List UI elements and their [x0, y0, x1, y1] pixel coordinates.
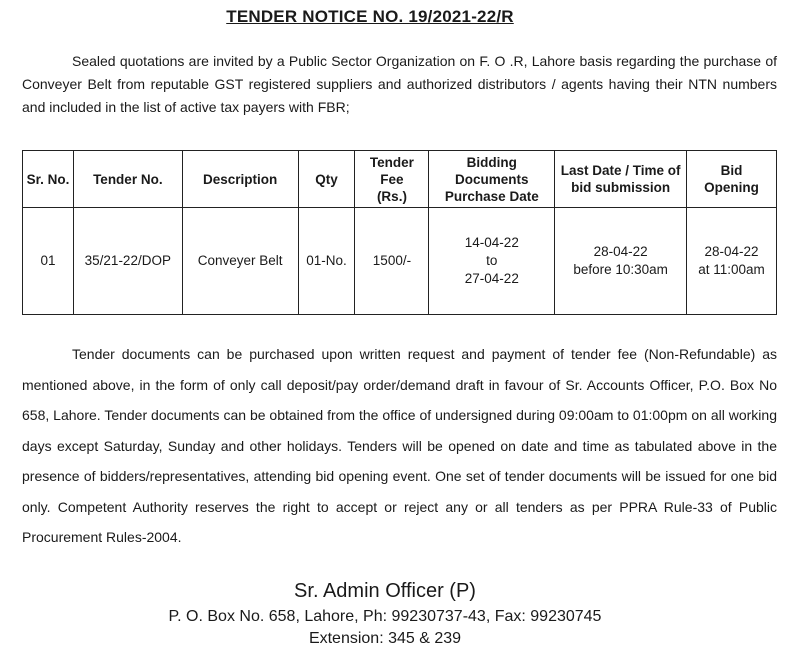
body-paragraph: Tender documents can be purchased upon written request and payment of tender fee (Non-Refundable) as mentioned above, in the form of only call deposit/pay order/demand draft in favour of Sr. Accounts Officer, P.O. Box No 658, Lahore. Tender documents can be obtained from the office of undersigned during 09:00am to 01:00pm on all working days except Saturday, Sunday and other holidays. Tenders will be opened on date and time as tabulated above in the presence of bidders/representatives, attending bid opening event. One set of tender documents will be issued for one bid only. Competent Authority reserves the right to accept or reject any or all tenders as per PPRA Rule-33 of Public Procurement Rules-2004. — [22, 346, 777, 545]
tender-table — [22, 150, 777, 315]
cell-purchase-date — [429, 208, 555, 315]
header-bidding-line2: Purchase Date — [444, 188, 539, 204]
cell-last-date — [555, 208, 687, 315]
purchase-to: 27-04-22 — [464, 271, 519, 286]
header-description: Description — [182, 151, 298, 208]
notice-title: TENDER NOTICE NO. 19/2021-22/R — [226, 7, 514, 26]
header-bid-open-line1: Bid — [720, 163, 743, 178]
header-bidding-line1: Bidding Documents — [455, 154, 529, 187]
header-fee-line2: (Rs.) — [376, 188, 407, 204]
header-tender-fee — [355, 151, 429, 208]
header-bid-open-line2: Opening — [704, 180, 759, 195]
header-tender-no: Tender No. — [73, 151, 182, 208]
cell-qty: 01-No. — [298, 208, 355, 315]
open-date: 28-04-22 — [704, 244, 759, 259]
cell-bid-opening — [687, 208, 777, 315]
last-time: before 10:30am — [573, 262, 668, 277]
header-last-date-line2: bid submission — [571, 180, 671, 195]
cell-tender-no: 35/21-22/DOP — [73, 208, 182, 315]
purchase-from: 14-04-22 — [464, 235, 519, 250]
purchase-to-word: to — [486, 253, 498, 268]
signatory-title: Sr. Admin Officer (P) — [294, 580, 476, 602]
header-bid-opening — [687, 151, 777, 208]
cell-fee: 1500/- — [355, 208, 429, 315]
signatory-extension: Extension: 345 & 239 — [308, 630, 462, 647]
cell-sr-no: 01 — [23, 208, 74, 315]
table-header-row — [23, 151, 777, 208]
intro-paragraph: Sealed quotations are invited by a Public Sector Organization on F. O .R, Lahore basis regarding the purchase of Conveyer Belt from reputable GST registered suppliers and authorized distributors / agents having their NTN numbers and included in the list of active tax payers with FBR; — [22, 53, 777, 115]
header-fee-line1: Tender Fee — [369, 154, 414, 187]
open-time: at 11:00am — [698, 262, 765, 277]
header-last-date-line1: Last Date / Time of — [560, 163, 681, 178]
header-sr-no: Sr. No. — [23, 151, 74, 208]
cell-description: Conveyer Belt — [182, 208, 298, 315]
signatory-address: P. O. Box No. 658, Lahore, Ph: 99230737-43, Fax: 99230745 — [168, 608, 602, 625]
header-last-date — [555, 151, 687, 208]
last-date: 28-04-22 — [593, 244, 648, 259]
header-bidding-documents — [429, 151, 555, 208]
table-row — [23, 208, 777, 315]
header-qty: Qty — [298, 151, 355, 208]
